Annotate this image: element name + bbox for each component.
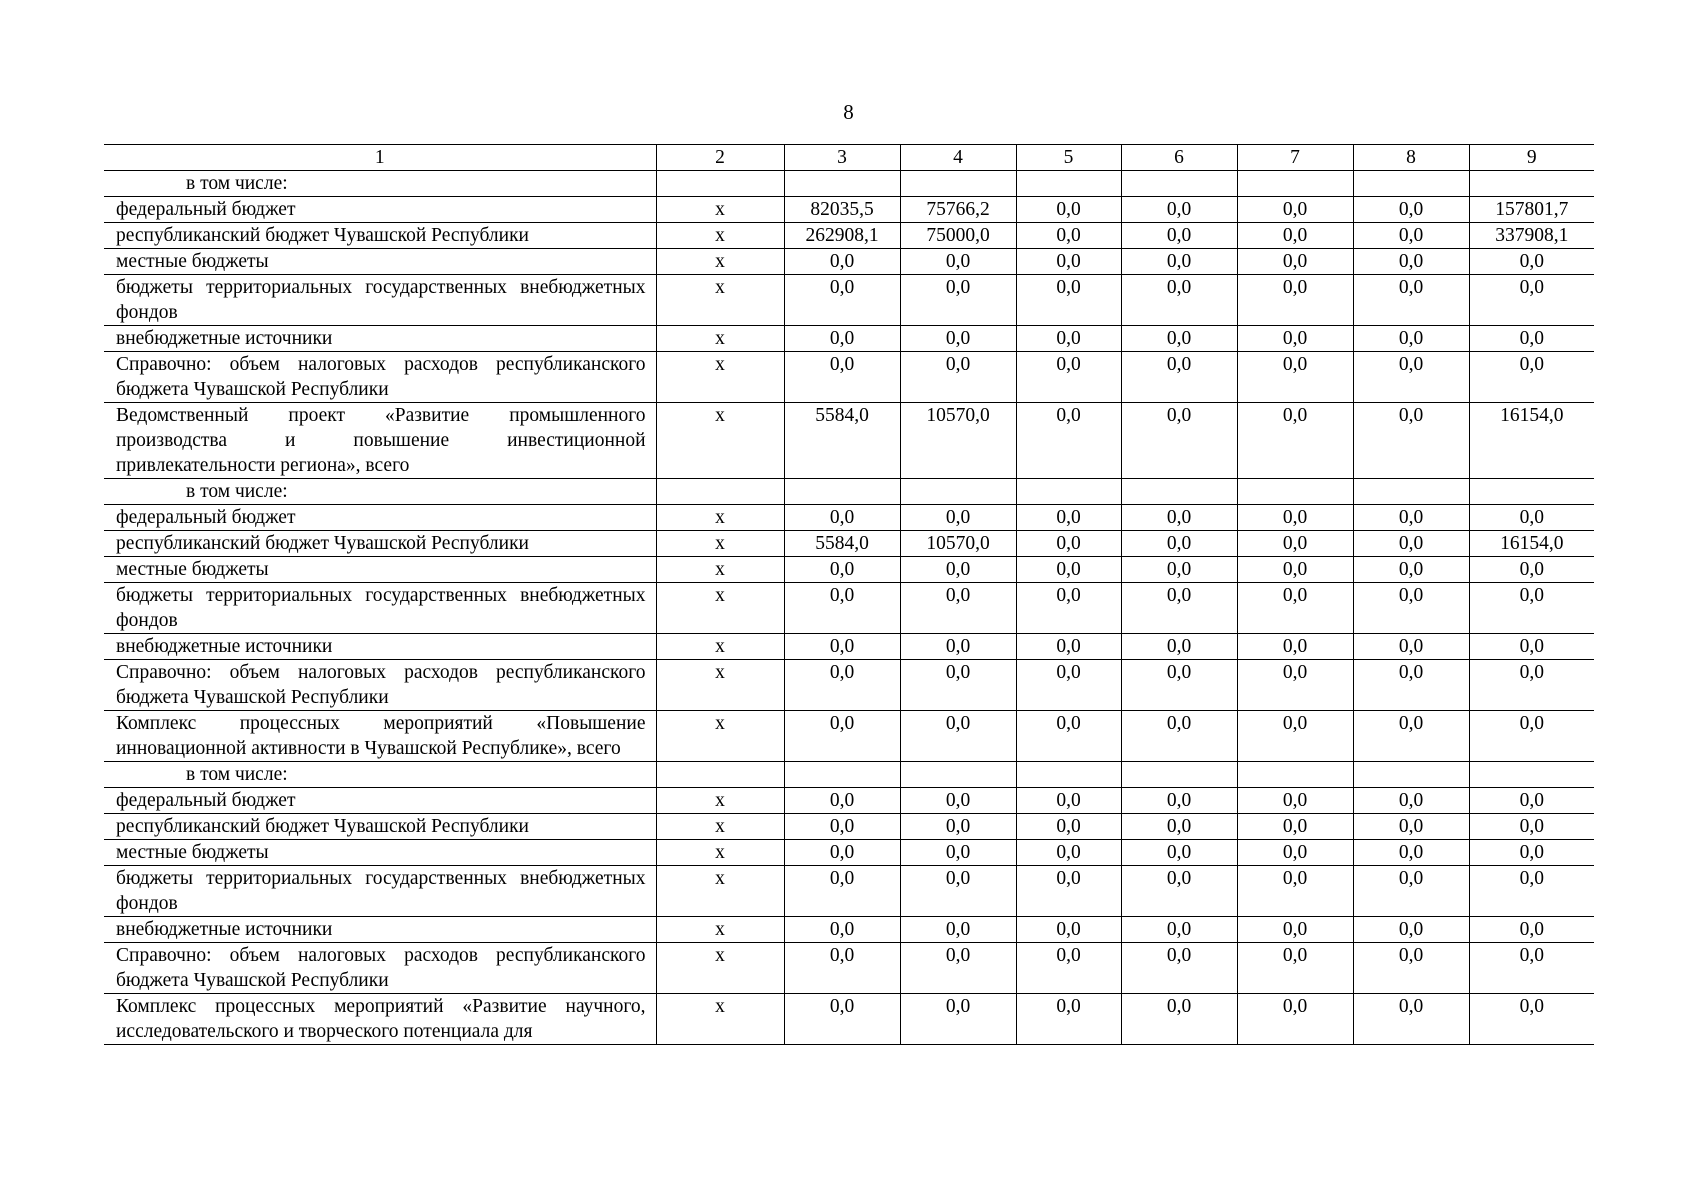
- value-cell: 0,0: [900, 660, 1016, 711]
- value-cell: 0,0: [1353, 249, 1469, 275]
- budget-table: [104, 144, 1594, 1045]
- value-cell: 0,0: [900, 788, 1016, 814]
- value-cell: 0,0: [1121, 711, 1237, 762]
- value-cell: 0,0: [1016, 583, 1121, 634]
- value-cell: 0,0: [1353, 840, 1469, 866]
- header-cell: 5: [1016, 145, 1121, 171]
- marker-cell: х: [656, 505, 784, 531]
- value-cell: 0,0: [1237, 788, 1353, 814]
- value-cell: 0,0: [1016, 505, 1121, 531]
- marker-cell: х: [656, 943, 784, 994]
- value-cell: 5584,0: [784, 403, 900, 479]
- value-cell: 0,0: [1121, 505, 1237, 531]
- marker-cell: х: [656, 917, 784, 943]
- value-cell: 262908,1: [784, 223, 900, 249]
- value-cell: [1353, 762, 1469, 788]
- value-cell: 0,0: [1237, 583, 1353, 634]
- item-name-cell: республиканский бюджет Чувашской Республики: [104, 814, 656, 840]
- marker-cell: х: [656, 275, 784, 326]
- value-cell: 0,0: [1237, 249, 1353, 275]
- value-cell: 0,0: [1016, 917, 1121, 943]
- value-cell: 0,0: [1237, 531, 1353, 557]
- value-cell: 0,0: [1469, 943, 1594, 994]
- value-cell: [784, 479, 900, 505]
- table-row: [104, 994, 1594, 1045]
- value-cell: 0,0: [1469, 866, 1594, 917]
- value-cell: 0,0: [1469, 352, 1594, 403]
- value-cell: [1469, 479, 1594, 505]
- value-cell: [1237, 762, 1353, 788]
- item-name-cell: Комплекс процессных мероприятий «Развитие научного, исследовательского и творческого потенциала для: [104, 994, 656, 1045]
- value-cell: 0,0: [784, 275, 900, 326]
- value-cell: [784, 762, 900, 788]
- table-row: [104, 634, 1594, 660]
- value-cell: 0,0: [900, 583, 1016, 634]
- item-name-cell: Справочно: объем налоговых расходов республиканского бюджета Чувашской Республики: [104, 660, 656, 711]
- value-cell: 0,0: [1121, 557, 1237, 583]
- table-row: [104, 326, 1594, 352]
- value-cell: 0,0: [900, 814, 1016, 840]
- marker-cell: х: [656, 197, 784, 223]
- value-cell: [1237, 479, 1353, 505]
- value-cell: 0,0: [1237, 326, 1353, 352]
- value-cell: 0,0: [1237, 866, 1353, 917]
- value-cell: 0,0: [1469, 275, 1594, 326]
- table-row: [104, 403, 1594, 479]
- table-header-row: [104, 145, 1594, 171]
- subheading-cell: в том числе:: [104, 762, 656, 788]
- value-cell: 0,0: [1353, 223, 1469, 249]
- table-row: [104, 223, 1594, 249]
- value-cell: 0,0: [784, 505, 900, 531]
- value-cell: 0,0: [1016, 326, 1121, 352]
- value-cell: 0,0: [1121, 403, 1237, 479]
- value-cell: [1016, 479, 1121, 505]
- value-cell: 0,0: [1353, 583, 1469, 634]
- table-row: [104, 711, 1594, 762]
- value-cell: 0,0: [1121, 249, 1237, 275]
- item-name-cell: внебюджетные источники: [104, 634, 656, 660]
- value-cell: 75000,0: [900, 223, 1016, 249]
- value-cell: [900, 762, 1016, 788]
- value-cell: 0,0: [1353, 788, 1469, 814]
- value-cell: 0,0: [784, 814, 900, 840]
- table-row: [104, 531, 1594, 557]
- value-cell: 0,0: [900, 352, 1016, 403]
- item-name-cell: бюджеты территориальных государственных внебюджетных фондов: [104, 583, 656, 634]
- item-name-cell: местные бюджеты: [104, 249, 656, 275]
- value-cell: 0,0: [784, 866, 900, 917]
- value-cell: 0,0: [1353, 943, 1469, 994]
- header-cell: 3: [784, 145, 900, 171]
- item-name-cell: внебюджетные источники: [104, 326, 656, 352]
- value-cell: 0,0: [784, 634, 900, 660]
- value-cell: 0,0: [1121, 223, 1237, 249]
- item-name-cell: республиканский бюджет Чувашской Республики: [104, 531, 656, 557]
- value-cell: 0,0: [900, 943, 1016, 994]
- value-cell: 0,0: [1469, 583, 1594, 634]
- value-cell: 0,0: [1121, 866, 1237, 917]
- table-row: [104, 814, 1594, 840]
- marker-cell: х: [656, 788, 784, 814]
- header-cell: 1: [104, 145, 656, 171]
- value-cell: 0,0: [1121, 634, 1237, 660]
- value-cell: 0,0: [1353, 352, 1469, 403]
- value-cell: 0,0: [1016, 634, 1121, 660]
- marker-cell: х: [656, 403, 784, 479]
- table-row: [104, 943, 1594, 994]
- value-cell: 0,0: [784, 788, 900, 814]
- item-name-cell: республиканский бюджет Чувашской Республики: [104, 223, 656, 249]
- value-cell: 0,0: [1353, 557, 1469, 583]
- marker-cell: х: [656, 326, 784, 352]
- header-cell: 9: [1469, 145, 1594, 171]
- value-cell: [1016, 171, 1121, 197]
- item-name-cell: федеральный бюджет: [104, 197, 656, 223]
- table-row: [104, 275, 1594, 326]
- table-row: [104, 788, 1594, 814]
- value-cell: 0,0: [900, 866, 1016, 917]
- page-number: 8: [843, 100, 854, 124]
- value-cell: 0,0: [1469, 814, 1594, 840]
- value-cell: [784, 171, 900, 197]
- marker-cell: х: [656, 994, 784, 1045]
- value-cell: 0,0: [900, 711, 1016, 762]
- value-cell: 0,0: [900, 840, 1016, 866]
- value-cell: 0,0: [784, 557, 900, 583]
- value-cell: 0,0: [1121, 943, 1237, 994]
- value-cell: 0,0: [1469, 840, 1594, 866]
- marker-cell: [656, 762, 784, 788]
- item-name-cell: бюджеты территориальных государственных внебюджетных фондов: [104, 275, 656, 326]
- value-cell: 0,0: [1016, 788, 1121, 814]
- value-cell: 0,0: [1121, 531, 1237, 557]
- value-cell: [1469, 171, 1594, 197]
- value-cell: 0,0: [784, 917, 900, 943]
- marker-cell: х: [656, 711, 784, 762]
- item-name-cell: федеральный бюджет: [104, 505, 656, 531]
- value-cell: 0,0: [1237, 994, 1353, 1045]
- value-cell: 0,0: [1237, 505, 1353, 531]
- marker-cell: х: [656, 814, 784, 840]
- value-cell: 0,0: [1237, 197, 1353, 223]
- value-cell: 0,0: [784, 249, 900, 275]
- value-cell: 0,0: [784, 994, 900, 1045]
- value-cell: 0,0: [1469, 994, 1594, 1045]
- value-cell: 0,0: [1237, 352, 1353, 403]
- value-cell: 0,0: [1121, 352, 1237, 403]
- value-cell: 0,0: [1016, 223, 1121, 249]
- marker-cell: х: [656, 352, 784, 403]
- header-cell: 8: [1353, 145, 1469, 171]
- item-name-cell: Комплекс процессных мероприятий «Повышение инновационной активности в Чувашской Республике», всего: [104, 711, 656, 762]
- item-name-cell: федеральный бюджет: [104, 788, 656, 814]
- value-cell: 0,0: [1121, 583, 1237, 634]
- value-cell: 5584,0: [784, 531, 900, 557]
- table-row: [104, 840, 1594, 866]
- value-cell: 0,0: [1016, 840, 1121, 866]
- value-cell: 0,0: [1016, 197, 1121, 223]
- value-cell: 0,0: [784, 583, 900, 634]
- value-cell: 82035,5: [784, 197, 900, 223]
- value-cell: 0,0: [1121, 326, 1237, 352]
- subheading-cell: в том числе:: [104, 479, 656, 505]
- value-cell: [1121, 479, 1237, 505]
- marker-cell: х: [656, 531, 784, 557]
- value-cell: 0,0: [1469, 788, 1594, 814]
- table-row: [104, 660, 1594, 711]
- value-cell: 0,0: [1353, 403, 1469, 479]
- value-cell: 0,0: [1353, 197, 1469, 223]
- value-cell: [1121, 171, 1237, 197]
- value-cell: [1469, 762, 1594, 788]
- value-cell: 0,0: [1237, 943, 1353, 994]
- value-cell: 0,0: [1353, 531, 1469, 557]
- value-cell: 0,0: [1121, 840, 1237, 866]
- value-cell: 0,0: [1353, 917, 1469, 943]
- table-row: [104, 866, 1594, 917]
- value-cell: 0,0: [1353, 660, 1469, 711]
- value-cell: 0,0: [1016, 814, 1121, 840]
- table-row: [104, 352, 1594, 403]
- value-cell: 0,0: [1121, 275, 1237, 326]
- value-cell: [1016, 762, 1121, 788]
- value-cell: 0,0: [1469, 505, 1594, 531]
- value-cell: 0,0: [1353, 994, 1469, 1045]
- header-cell: 6: [1121, 145, 1237, 171]
- value-cell: 0,0: [1353, 814, 1469, 840]
- value-cell: 0,0: [1237, 917, 1353, 943]
- value-cell: 0,0: [1016, 403, 1121, 479]
- value-cell: 337908,1: [1469, 223, 1594, 249]
- table-row: [104, 171, 1594, 197]
- value-cell: 0,0: [1121, 660, 1237, 711]
- marker-cell: [656, 171, 784, 197]
- item-name-cell: внебюджетные источники: [104, 917, 656, 943]
- marker-cell: [656, 479, 784, 505]
- value-cell: 0,0: [900, 994, 1016, 1045]
- value-cell: 0,0: [900, 917, 1016, 943]
- value-cell: 0,0: [1121, 917, 1237, 943]
- value-cell: 0,0: [900, 634, 1016, 660]
- value-cell: 0,0: [1237, 403, 1353, 479]
- marker-cell: х: [656, 583, 784, 634]
- value-cell: 0,0: [1016, 711, 1121, 762]
- value-cell: 0,0: [900, 505, 1016, 531]
- value-cell: 0,0: [900, 275, 1016, 326]
- value-cell: 16154,0: [1469, 531, 1594, 557]
- marker-cell: х: [656, 840, 784, 866]
- value-cell: 0,0: [1016, 249, 1121, 275]
- value-cell: [1353, 479, 1469, 505]
- table-row: [104, 249, 1594, 275]
- table-row: [104, 762, 1594, 788]
- value-cell: 0,0: [1237, 223, 1353, 249]
- value-cell: 0,0: [1237, 660, 1353, 711]
- value-cell: 0,0: [1469, 711, 1594, 762]
- table-row: [104, 583, 1594, 634]
- value-cell: 0,0: [1237, 275, 1353, 326]
- item-name-cell: местные бюджеты: [104, 557, 656, 583]
- item-name-cell: бюджеты территориальных государственных внебюджетных фондов: [104, 866, 656, 917]
- header-cell: 2: [656, 145, 784, 171]
- value-cell: 157801,7: [1469, 197, 1594, 223]
- value-cell: 0,0: [1237, 840, 1353, 866]
- value-cell: 0,0: [1353, 866, 1469, 917]
- value-cell: 0,0: [900, 249, 1016, 275]
- value-cell: 75766,2: [900, 197, 1016, 223]
- value-cell: 0,0: [1469, 660, 1594, 711]
- value-cell: 0,0: [1121, 788, 1237, 814]
- table-row: [104, 917, 1594, 943]
- value-cell: 0,0: [1237, 711, 1353, 762]
- value-cell: 0,0: [1121, 994, 1237, 1045]
- value-cell: 0,0: [1237, 814, 1353, 840]
- table-row: [104, 557, 1594, 583]
- value-cell: 0,0: [1469, 249, 1594, 275]
- subheading-cell: в том числе:: [104, 171, 656, 197]
- value-cell: 0,0: [1016, 275, 1121, 326]
- value-cell: 0,0: [1353, 711, 1469, 762]
- value-cell: 0,0: [784, 943, 900, 994]
- value-cell: 0,0: [1016, 994, 1121, 1045]
- value-cell: 0,0: [1016, 352, 1121, 403]
- value-cell: [900, 479, 1016, 505]
- value-cell: 0,0: [900, 326, 1016, 352]
- table-row: [104, 197, 1594, 223]
- table-row: [104, 505, 1594, 531]
- value-cell: 0,0: [900, 557, 1016, 583]
- value-cell: 0,0: [784, 840, 900, 866]
- value-cell: [1121, 762, 1237, 788]
- item-name-cell: Ведомственный проект «Развитие промышленного производства и повышение инвестиционной привлекательности региона», всего: [104, 403, 656, 479]
- item-name-cell: местные бюджеты: [104, 840, 656, 866]
- value-cell: [1237, 171, 1353, 197]
- item-name-cell: Справочно: объем налоговых расходов республиканского бюджета Чувашской Республики: [104, 943, 656, 994]
- value-cell: 10570,0: [900, 531, 1016, 557]
- header-cell: 7: [1237, 145, 1353, 171]
- value-cell: 0,0: [1016, 943, 1121, 994]
- table-row: [104, 479, 1594, 505]
- marker-cell: х: [656, 249, 784, 275]
- value-cell: 0,0: [1121, 814, 1237, 840]
- value-cell: 0,0: [784, 660, 900, 711]
- value-cell: 0,0: [1353, 326, 1469, 352]
- value-cell: 0,0: [784, 711, 900, 762]
- value-cell: 0,0: [1016, 531, 1121, 557]
- value-cell: 0,0: [784, 326, 900, 352]
- value-cell: 0,0: [1353, 275, 1469, 326]
- header-cell: 4: [900, 145, 1016, 171]
- marker-cell: х: [656, 557, 784, 583]
- marker-cell: х: [656, 223, 784, 249]
- value-cell: 10570,0: [900, 403, 1016, 479]
- value-cell: 0,0: [1353, 505, 1469, 531]
- value-cell: [1353, 171, 1469, 197]
- item-name-cell: Справочно: объем налоговых расходов республиканского бюджета Чувашской Республики: [104, 352, 656, 403]
- value-cell: 0,0: [1237, 557, 1353, 583]
- value-cell: 0,0: [1469, 634, 1594, 660]
- value-cell: 0,0: [1353, 634, 1469, 660]
- value-cell: 0,0: [1237, 634, 1353, 660]
- value-cell: 0,0: [1469, 326, 1594, 352]
- value-cell: 0,0: [1016, 866, 1121, 917]
- value-cell: 0,0: [1016, 660, 1121, 711]
- value-cell: 0,0: [1469, 557, 1594, 583]
- value-cell: [900, 171, 1016, 197]
- value-cell: 16154,0: [1469, 403, 1594, 479]
- value-cell: 0,0: [1121, 197, 1237, 223]
- marker-cell: х: [656, 660, 784, 711]
- value-cell: 0,0: [1469, 917, 1594, 943]
- value-cell: 0,0: [784, 352, 900, 403]
- marker-cell: х: [656, 634, 784, 660]
- marker-cell: х: [656, 866, 784, 917]
- value-cell: 0,0: [1016, 557, 1121, 583]
